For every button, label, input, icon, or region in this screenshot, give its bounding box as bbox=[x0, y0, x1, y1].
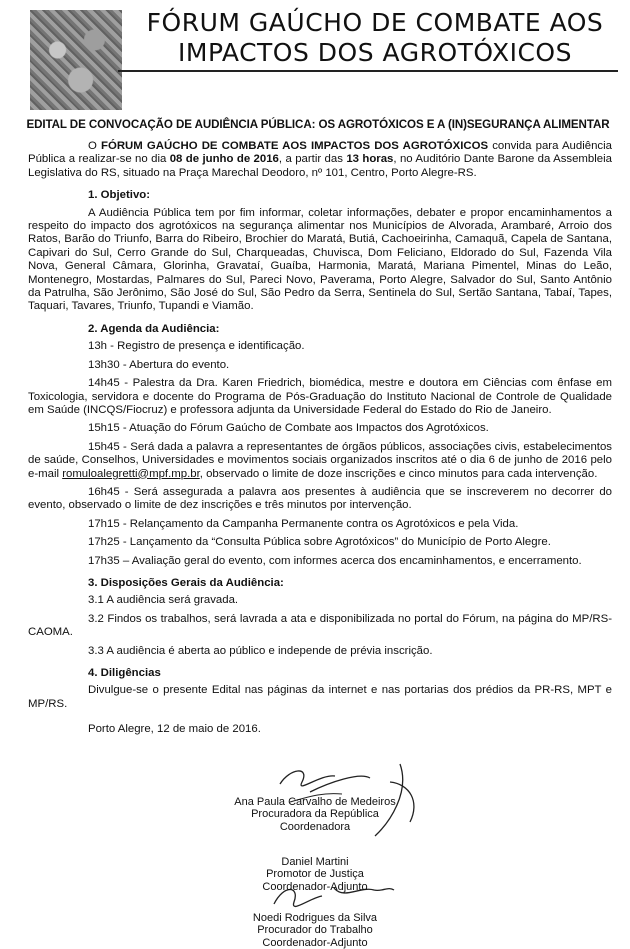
document-title: EDITAL DE CONVOCAÇÃO DE AUDIÊNCIA PÚBLICA: OS AGROTÓXICOS E A (IN)SEGURANÇA ALIMENTAR bbox=[26, 118, 610, 131]
disposicao-item: 3.1 A audiência será gravada. bbox=[88, 594, 239, 607]
letterhead-line-2: IMPACTOS DOS AGROTÓXICOS bbox=[178, 38, 572, 67]
agenda-item: 17h15 - Relançamento da Campanha Permanente contra os Agrotóxicos e pela Vida. bbox=[88, 517, 519, 530]
agenda-item: 15h45 - Será dada a palavra a representantes de órgãos públicos, associações civis, estabelecimentos de saúde, Conselhos, Universidades e movimentos sociais organizados inscritos até o dia 6 de junho de 2016 pelo e-mail romuloalegretti@mpf.mp.br, observado o limite de doze inscrições e cinco minutos para cada intervenção. bbox=[28, 440, 612, 480]
section-heading-agenda: 2. Agenda da Audiência: bbox=[88, 322, 220, 335]
letterhead-line-1: FÓRUM GAÚCHO DE COMBATE AOS bbox=[146, 8, 604, 37]
section-heading-objetivo: 1. Objetivo: bbox=[88, 189, 151, 202]
signature-block-2 bbox=[200, 856, 430, 893]
diligencias-paragraph: Divulgue-se o presente Edital nas páginas da internet e nas portarias dos prédios da PR-RS, MPT e MP/RS. bbox=[28, 684, 612, 710]
signer-role: Procurador do Trabalho bbox=[257, 924, 373, 937]
agenda-item: 15h15 - Atuação do Fórum Gaúcho de Combate aos Impactos dos Agrotóxicos. bbox=[88, 422, 489, 435]
document-body bbox=[28, 140, 612, 737]
agenda-item: 14h45 - Palestra da Dra. Karen Friedrich, biomédica, mestre e doutora em Ciências com ênfase em Toxicologia, servidora e docente do Programa de Pós-Graduação do Instituto Nacional de Controle de Qualidade em Saúde (INCQS/Fiocruz) e professora adjunta da Universidade Federal do Estado do Rio de Janeiro. bbox=[28, 377, 612, 416]
signer-name: Ana Paula Carvalho de Medeiros bbox=[234, 796, 396, 808]
signer-role: Promotor de Justiça bbox=[266, 868, 364, 881]
section-heading-disposicoes: 3. Disposições Gerais da Audiência: bbox=[88, 576, 284, 589]
signer-title: Coordenadora bbox=[279, 820, 351, 833]
event-hour: 13 horas bbox=[346, 153, 394, 166]
objetivo-paragraph: A Audiência Pública tem por fim informar, coletar informações, debater e propor encaminhamentos a respeito do impacto dos agrotóxicos na segurança alimentar nos Municípios de Alvorada, Arambaré, Arroio dos Ratos, Barão do Triunfo, Barra do Ribeiro, Brochier do Maratá, Butiá, Cachoeirinha, Camaquã, Capela de Santana, Capivari do Sul, Cerro Grande do Sul, Charqueadas, Chuvisca, Dom Feliciano, Eldorado do Sul, Fazenda Vila Nova, General Câmara, Glorinha, Gravataí, Guaíba, Harmonia, Maratá, Mariana Pimentel, Minas do Leão, Montenegro, Mostardas, Palmares do Sul, Pareci Novo, Paverama, Porto Alegre, Salvador do Sul, Santo Antônio da Patrulha, São Jerônimo, São José do Sul, São Pedro da Serra, Sentinela do Sul, Sertão Santana, Tabaí, Tapes, Taquari, Tavares, Triunfo, Tupandi e Viamão. bbox=[28, 206, 612, 313]
signer-role: Procuradora da República bbox=[251, 808, 379, 821]
agenda-item: 13h - Registro de presença e identificação. bbox=[88, 340, 305, 353]
agenda-item: 17h25 - Lançamento da “Consulta Pública sobre Agrotóxicos” do Município de Porto Alegre. bbox=[88, 536, 551, 549]
signer-name: Daniel Martini bbox=[281, 856, 349, 868]
signer-title: Coordenador-Adjunto bbox=[262, 880, 368, 893]
agenda-item: 13h30 - Abertura do evento. bbox=[88, 358, 230, 371]
letterhead-divider bbox=[118, 70, 618, 72]
signature-block-3 bbox=[200, 912, 430, 949]
signer-name: Noedi Rodrigues da Silva bbox=[252, 912, 378, 924]
email-link[interactable]: romuloalegretti@mpf.mp.br bbox=[62, 467, 200, 480]
place-date: Porto Alegre, 12 de maio de 2016. bbox=[88, 723, 261, 736]
intro-paragraph: O FÓRUM GAÚCHO DE COMBATE AOS IMPACTOS DOS AGROTÓXICOS convida para Audiência Pública a realizar-se no dia 08 de junho de 2016, a partir das 13 horas, no Auditório Dante Barone da Assembleia Legislativa do RS, situado na Praça Marechal Deodoro, nº 101, Centro, Porto Alegre-RS. bbox=[28, 140, 612, 179]
agenda-item: 16h45 - Será assegurada a palavra aos presentes à audiência que se inscreverem no decorrer do evento, observado o limite de dez inscrições e três minutos por intervenção. bbox=[28, 485, 612, 512]
forum-name: FÓRUM GAÚCHO DE COMBATE AOS IMPACTOS DOS AGROTÓXICOS bbox=[101, 140, 489, 152]
disposicao-item: 3.2 Findos os trabalhos, será lavrada a ata e disponibilizada no portal do Fórum, na página do MP/RS-CAOMA. bbox=[28, 612, 612, 639]
forum-logo-image bbox=[30, 10, 122, 110]
signer-title: Coordenador-Adjunto bbox=[262, 936, 368, 949]
letterhead-title bbox=[130, 8, 620, 68]
disposicao-item: 3.3 A audiência é aberta ao público e independe de prévia inscrição. bbox=[88, 644, 433, 657]
agenda-item: 17h35 – Avaliação geral do evento, com informes acerca dos encaminhamentos, e encerramento. bbox=[88, 554, 582, 567]
section-heading-diligencias: 4. Diligências bbox=[88, 667, 161, 679]
signature-block-1 bbox=[200, 796, 430, 833]
event-date: 08 de junho de 2016 bbox=[169, 153, 279, 166]
